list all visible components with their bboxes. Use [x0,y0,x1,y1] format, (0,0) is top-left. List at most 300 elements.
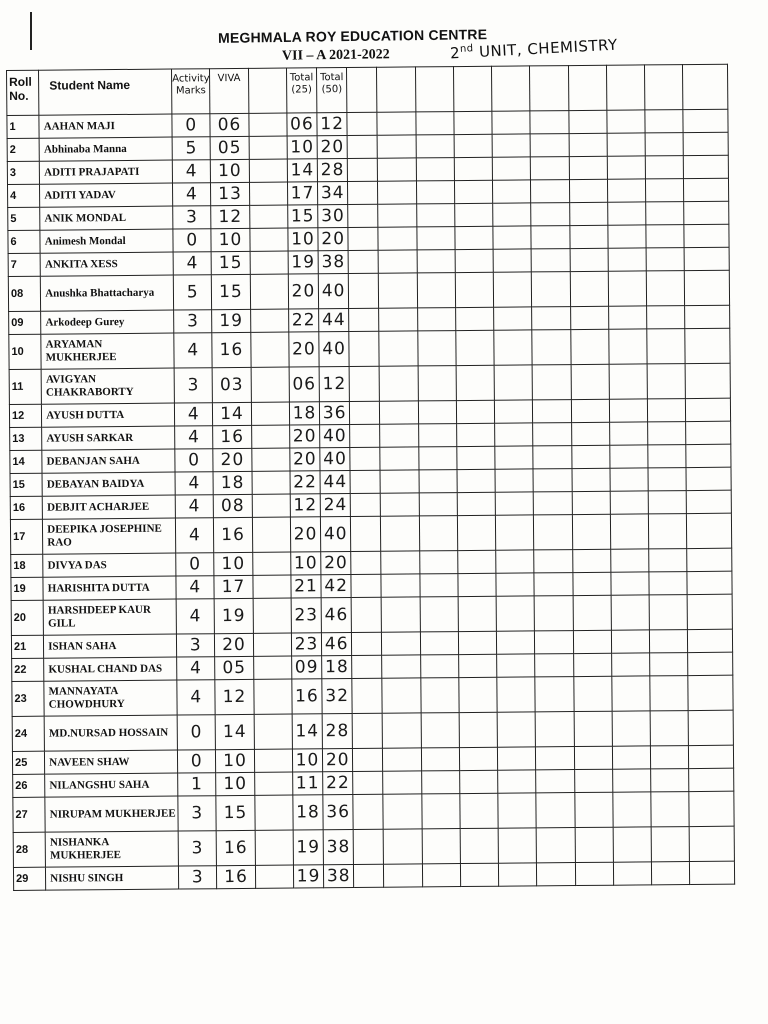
empty-cell [686,467,731,490]
empty-cell [382,597,421,632]
empty-cell [348,250,378,273]
empty-cell [572,445,610,468]
empty-cell [347,112,377,135]
empty-cell [494,307,532,330]
empty-cell [611,549,649,572]
blank-cell [254,714,293,749]
empty-cell [459,654,497,677]
blank-cell [253,633,291,656]
empty-cell [416,158,454,181]
empty-cell [571,422,609,445]
total-25: 06 [287,113,317,136]
empty-cell [612,746,650,769]
empty-cell [569,133,607,156]
empty-cell [684,132,729,155]
roll-number: 20 [11,600,44,635]
empty-cell [456,400,494,423]
blank-cell [255,865,293,888]
total-50: 24 [320,494,350,517]
viva-marks: 14 [213,402,251,425]
total-50: 20 [317,136,347,159]
empty-cell [498,828,537,863]
empty-cell [610,445,648,468]
student-name: DEBANJAN SAHA [42,449,175,473]
total-25: 19 [288,251,318,274]
roll-number: 26 [13,774,45,797]
empty-cell [455,249,493,272]
empty-cell [685,247,730,270]
empty-cell [532,330,571,365]
header-empty [453,66,492,111]
total-50: 46 [321,598,352,633]
empty-cell [536,747,574,770]
blank-cell [251,425,289,448]
viva-marks: 15 [212,274,251,309]
empty-cell [382,632,420,655]
empty-cell [348,204,378,227]
student-name: DEEPIKA JOSEPHINE RAO [43,518,176,554]
viva-marks: 18 [213,471,251,494]
roll-number: 4 [7,184,39,207]
empty-cell [535,596,574,631]
empty-cell [494,365,533,400]
empty-cell [571,364,610,399]
student-name: KUSHAL CHAND DAS [44,657,177,681]
student-name: DEBJIT ACHARJEE [42,495,175,519]
blank-cell [250,228,288,251]
total-25: 18 [289,402,319,425]
empty-cell [575,862,613,885]
empty-cell [496,596,535,631]
empty-cell [531,180,569,203]
roll-number: 2 [7,138,39,161]
empty-cell [612,676,651,711]
empty-cell [417,227,455,250]
empty-cell [613,792,652,827]
empty-cell [685,328,730,363]
total-50: 20 [323,749,353,772]
empty-cell [609,306,647,329]
empty-cell [608,225,646,248]
empty-cell [456,365,495,400]
total-25: 10 [291,552,321,575]
total-25: 11 [293,772,323,795]
empty-cell [532,307,570,330]
viva-marks: 16 [213,425,251,448]
total-25: 14 [292,714,323,749]
viva-marks: 14 [216,714,255,749]
empty-cell [457,469,495,492]
roll-number: 6 [8,230,40,253]
header-roll-line1: Roll [9,74,32,89]
roll-number: 17 [10,519,43,554]
blank-cell [253,598,292,633]
empty-cell [646,156,684,179]
viva-marks: 10 [211,228,249,251]
header-empty [492,66,531,111]
activity-marks: 4 [173,252,211,275]
activity-marks: 0 [173,229,211,252]
empty-cell [353,794,384,829]
roll-number: 21 [11,635,43,658]
student-name: ANIK MONDAL [40,206,173,230]
header-total50-line2: (50) [321,84,343,96]
empty-cell [381,493,419,516]
header-total25-line2: (25) [291,84,312,96]
total-25: 20 [290,517,321,552]
empty-cell [613,827,652,862]
empty-cell [383,771,421,794]
empty-cell [379,273,418,308]
activity-marks: 4 [172,160,210,183]
total-25: 21 [291,575,321,598]
student-name: ADITI YADAV [40,183,173,207]
student-name: NILANGSHU SAHA [45,773,178,797]
empty-cell [417,250,455,273]
empty-cell [569,156,607,179]
empty-cell [382,655,420,678]
empty-cell [455,272,494,307]
empty-cell [535,677,574,712]
header-activity-line1: Activity [172,73,210,85]
total-50: 28 [317,159,347,182]
empty-cell [573,595,612,630]
empty-cell [459,677,498,712]
empty-cell [607,133,645,156]
empty-cell [684,224,729,247]
empty-cell [353,771,383,794]
viva-marks: 10 [214,552,252,575]
empty-cell [416,204,454,227]
header-empty [683,64,728,109]
empty-cell [417,308,455,331]
empty-cell [379,250,417,273]
activity-marks: 1 [178,773,216,796]
empty-cell [416,112,454,135]
empty-cell [418,401,456,424]
header-blank [248,68,287,113]
total-25: 10 [288,228,318,251]
header-roll-line2: No. [9,88,29,103]
empty-cell [492,111,530,134]
empty-cell [533,423,571,446]
marks-table [6,64,735,891]
viva-marks: 15 [211,251,249,274]
empty-cell [645,110,683,133]
empty-cell [498,793,537,828]
total-50: 44 [320,471,350,494]
total-25: 23 [291,598,322,633]
blank-cell [255,830,294,865]
total-50: 40 [320,425,350,448]
activity-marks: 3 [177,634,215,657]
empty-cell [650,711,689,746]
viva-marks: 13 [211,182,249,205]
empty-cell [495,492,533,515]
student-name: AAHAN MAJI [39,114,172,138]
empty-cell [416,181,454,204]
empty-cell [381,574,419,597]
roll-number: 22 [12,658,44,681]
empty-cell [381,551,419,574]
viva-marks: 16 [217,830,256,865]
empty-cell [456,307,494,330]
empty-cell [378,135,416,158]
empty-cell [421,771,459,794]
activity-marks: 4 [175,403,213,426]
total-25: 12 [290,494,320,517]
empty-cell [417,273,456,308]
blank-cell [250,274,289,309]
empty-cell [352,655,382,678]
header-empty [415,67,454,112]
empty-cell [688,594,733,629]
empty-cell [350,424,380,447]
empty-cell [571,329,610,364]
empty-cell [349,366,380,401]
total-25: 20 [290,448,320,471]
empty-cell [686,398,731,421]
activity-marks: 3 [174,368,213,403]
empty-cell [687,571,732,594]
blank-cell [254,772,292,795]
empty-cell [534,573,572,596]
empty-cell [380,401,418,424]
empty-cell [350,470,380,493]
empty-cell [349,273,380,308]
class-year: VII – A 2021-2022 [281,47,390,64]
activity-marks: 0 [175,449,213,472]
viva-marks: 16 [217,865,255,888]
empty-cell [649,549,687,572]
empty-cell [574,676,613,711]
empty-cell [419,516,458,551]
empty-cell [649,595,688,630]
roll-number: 08 [8,276,41,311]
student-name: MANNAYATA CHOWDHURY [44,680,177,716]
activity-marks: 4 [176,518,215,553]
empty-cell [416,135,454,158]
empty-cell [383,794,422,829]
roll-number: 16 [10,496,42,519]
roll-number: 27 [13,797,46,832]
empty-cell [458,550,496,573]
total-50: 30 [318,205,348,228]
empty-cell [460,770,498,793]
empty-cell [531,157,569,180]
empty-cell [384,864,422,887]
empty-cell [648,422,686,445]
empty-cell [651,792,690,827]
empty-cell [458,573,496,596]
total-50: 22 [323,771,353,794]
empty-cell [351,551,381,574]
empty-cell [533,365,572,400]
empty-cell [378,158,416,181]
activity-marks: 3 [179,866,217,889]
empty-cell [690,826,735,861]
empty-cell [457,492,495,515]
total-50: 38 [324,864,354,887]
empty-cell [648,491,686,514]
empty-cell [349,331,380,366]
empty-cell [609,329,648,364]
empty-cell [689,710,734,745]
total-25: 16 [292,679,323,714]
total-25: 19 [293,830,324,865]
total-50: 40 [318,274,349,309]
empty-cell [495,469,533,492]
viva-marks: 19 [212,309,250,332]
student-name: NIRUPAM MUKHERJEE [45,796,178,832]
blank-cell [250,309,288,332]
empty-cell [496,573,534,596]
blank-cell [251,367,290,402]
empty-cell [652,862,690,885]
total-50: 44 [319,309,349,332]
empty-cell [611,572,649,595]
empty-cell [460,863,498,886]
empty-cell [419,470,457,493]
empty-cell [380,424,418,447]
empty-cell [650,653,688,676]
empty-cell [494,272,533,307]
empty-cell [535,654,573,677]
total-50: 34 [318,182,348,205]
empty-cell [348,158,378,181]
empty-cell [421,713,460,748]
total-50: 40 [320,517,351,552]
roll-number: 7 [8,253,40,276]
empty-cell [684,201,729,224]
header-empty [568,65,607,110]
empty-cell [611,630,649,653]
roll-number: 5 [8,207,40,230]
total-50: 28 [322,714,353,749]
empty-cell [347,135,377,158]
empty-cell [384,829,423,864]
empty-cell [454,134,492,157]
student-name: ANKITA XESS [40,252,173,276]
viva-marks: 16 [214,517,253,552]
empty-cell [570,271,609,306]
activity-marks: 4 [175,426,213,449]
blank-cell [249,136,287,159]
empty-cell [612,711,651,746]
total-25: 18 [293,795,324,830]
empty-cell [650,630,688,653]
empty-cell [536,793,575,828]
student-name: NAVEEN SHAW [45,750,178,774]
roll-number: 10 [9,334,42,369]
empty-cell [685,270,730,305]
empty-cell [684,155,729,178]
student-name: AYUSH SARKAR [42,426,175,450]
empty-cell [613,862,651,885]
activity-marks: 4 [175,472,213,495]
roll-number: 3 [7,161,39,184]
total-25: 22 [288,309,318,332]
empty-cell [381,516,420,551]
empty-cell [454,157,492,180]
blank-cell [250,251,288,274]
empty-cell [575,827,614,862]
empty-cell [611,595,650,630]
empty-cell [455,203,493,226]
total-25: 20 [289,425,319,448]
blank-cell [254,795,293,830]
roll-number: 29 [13,867,45,890]
empty-cell [536,712,575,747]
empty-cell [570,248,608,271]
blank-cell [252,552,290,575]
empty-cell [685,305,730,328]
empty-cell [684,178,729,201]
total-50: 36 [319,402,349,425]
empty-cell [572,514,611,549]
viva-marks: 15 [216,795,255,830]
empty-cell [571,399,609,422]
student-name: AYUSH DUTTA [42,403,175,427]
empty-cell [495,446,533,469]
viva-marks: 10 [216,749,254,772]
activity-marks: 3 [178,831,217,866]
empty-cell [418,366,457,401]
empty-cell [534,492,572,515]
empty-cell [537,863,575,886]
total-25: 20 [289,332,320,367]
empty-cell [536,770,574,793]
total-25: 23 [291,633,321,656]
empty-cell [646,248,684,271]
header-empty [530,66,569,111]
empty-cell [420,655,458,678]
student-name: NISHU SINGH [46,866,179,890]
blank-cell [252,517,291,552]
empty-cell [498,747,536,770]
empty-cell [687,548,732,571]
empty-cell [354,864,384,887]
roll-number: 09 [9,311,41,334]
empty-cell [648,445,686,468]
roll-number: 24 [12,716,45,751]
empty-cell [534,550,572,573]
empty-cell [493,203,531,226]
empty-cell [610,514,649,549]
empty-cell [352,678,383,713]
roll-number: 14 [10,450,42,473]
empty-cell [569,179,607,202]
empty-cell [499,863,537,886]
total-25: 17 [287,182,317,205]
activity-marks: 4 [174,333,213,368]
viva-marks: 10 [216,772,254,795]
roll-number: 12 [9,404,41,427]
empty-cell [497,712,536,747]
empty-cell [647,306,685,329]
empty-cell [493,157,531,180]
total-50: 20 [318,228,348,251]
empty-cell [459,712,498,747]
total-50: 36 [323,794,354,829]
empty-cell [687,490,732,513]
empty-cell [689,791,734,826]
empty-cell [383,748,421,771]
blank-cell [253,656,291,679]
viva-marks: 20 [213,448,251,471]
empty-cell [650,676,689,711]
empty-cell [609,364,648,399]
